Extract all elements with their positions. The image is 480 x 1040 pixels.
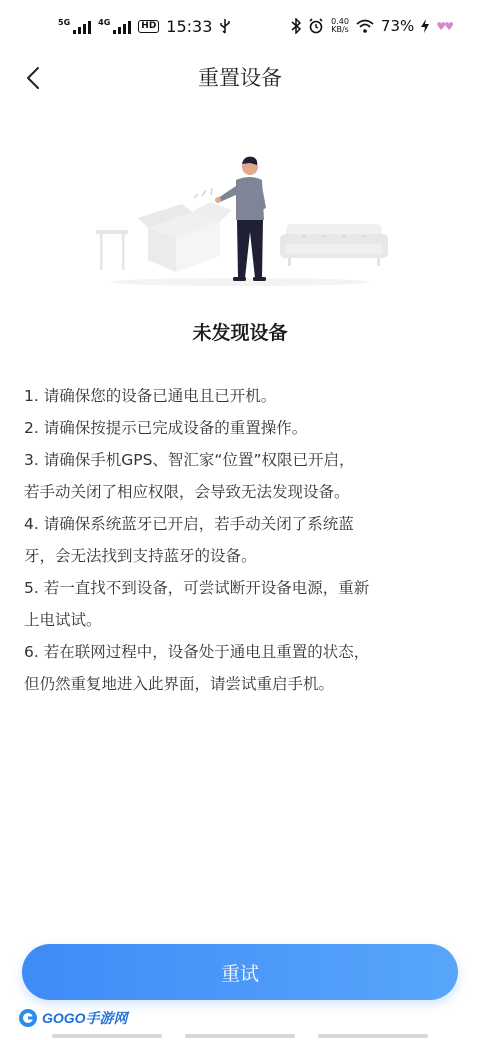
status-right — [291, 17, 452, 35]
nav-indicator — [318, 1034, 428, 1038]
tip-line: 2. 请确保按提示已完成设备的重置操作。 — [24, 419, 308, 437]
person-with-box-illustration — [90, 150, 390, 290]
tip-line: 上电试试。 — [24, 611, 102, 629]
tip-line: 若手动关闭了相应权限，会导致无法发现设备。 — [24, 483, 350, 501]
signal-bar — [113, 30, 116, 34]
battery-percent: 73% — [380, 17, 415, 35]
troubleshooting-tips — [24, 380, 454, 700]
no-device-title: 未发现设备 — [192, 322, 288, 344]
signal-4g — [98, 18, 131, 34]
network-speed — [331, 18, 349, 34]
charging-icon — [421, 19, 429, 33]
signal-bar — [118, 27, 121, 34]
wifi-icon — [356, 19, 374, 33]
watermark-text: GOGO手游网 — [42, 1010, 128, 1026]
page-title: 重置设备 — [198, 66, 282, 90]
alarm-icon — [308, 18, 324, 34]
site-watermark — [18, 1008, 128, 1028]
tip-line: 1. 请确保您的设备已通电且已开机。 — [24, 387, 277, 405]
tip-line: 4. 请确保系统蓝牙已开启，若手动关闭了系统蓝 — [24, 515, 354, 533]
status-bar — [0, 0, 480, 52]
signal-bar — [123, 24, 126, 34]
hd-badge: HD — [138, 20, 159, 33]
retry-button[interactable]: 重试 — [22, 944, 458, 1000]
tip-line: 牙，会无法找到支持蓝牙的设备。 — [24, 547, 257, 565]
tip-line: 3. 请确保手机GPS、智汇家“位置”权限已开启， — [24, 451, 355, 469]
header — [0, 52, 480, 104]
clock: 15:33 — [166, 16, 213, 36]
speed-unit: KB/s — [331, 25, 349, 34]
signal-bar — [128, 21, 131, 34]
tip-line: 但仍然重复地进入此界面，请尝试重启手机。 — [24, 675, 335, 693]
network-label-5g: 5G — [58, 18, 71, 27]
tip-line: 5. 若一直找不到设备，可尝试断开设备电源，重新 — [24, 579, 370, 597]
nav-indicator — [52, 1034, 162, 1038]
watermark-logo-icon — [18, 1008, 38, 1028]
tip-line: 6. 若在联网过程中，设备处于通电且重置的状态， — [24, 643, 370, 661]
network-label-4g: 4G — [98, 18, 111, 27]
signal-5g — [58, 18, 91, 34]
signal-bar — [88, 21, 91, 34]
signal-bar — [73, 30, 76, 34]
bluetooth-icon — [291, 18, 301, 34]
signal-bar — [83, 24, 86, 34]
status-left — [58, 17, 231, 36]
hearts-icon: ♥♥ — [436, 19, 452, 33]
speed-value: 0.40 — [331, 17, 349, 26]
nav-indicator — [185, 1034, 295, 1038]
signal-bar — [78, 27, 81, 34]
usb-icon — [219, 18, 231, 34]
